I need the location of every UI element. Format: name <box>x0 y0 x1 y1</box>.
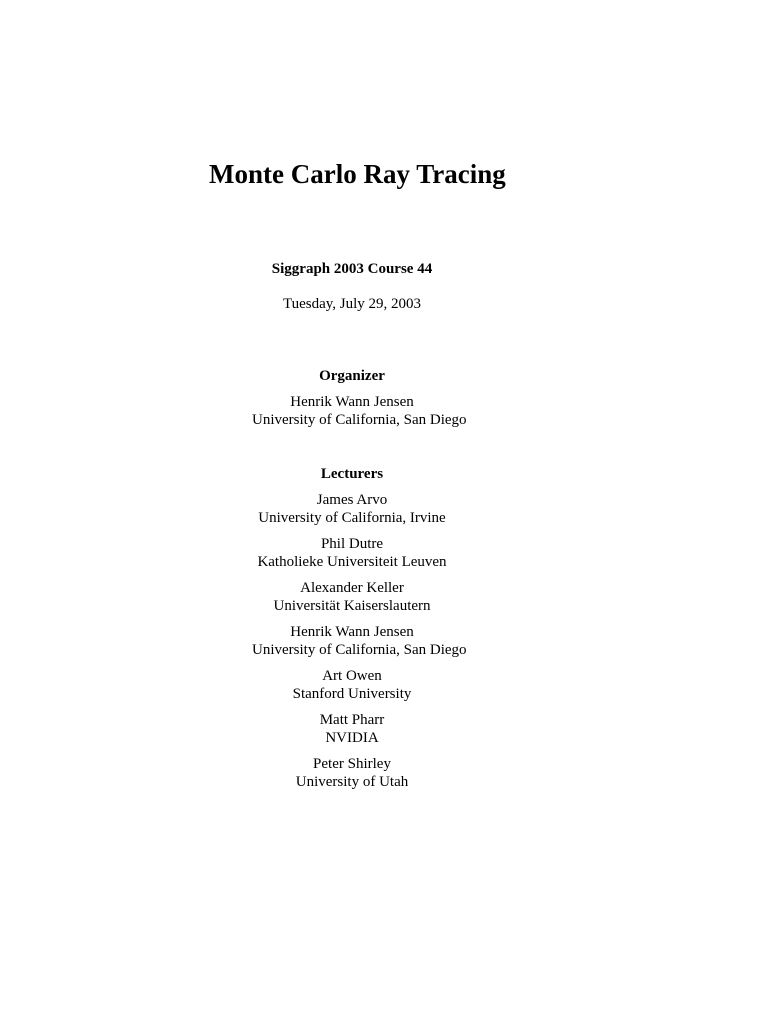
lecturer-affiliation: University of California, San Diego <box>252 642 467 658</box>
lecturer-entry <box>252 711 452 747</box>
lecturer-entry <box>252 579 452 615</box>
lecturer-name: Henrik Wann Jensen <box>290 624 414 640</box>
course-date: Tuesday, July 29, 2003 <box>282 296 422 312</box>
course-label: Siggraph 2003 Course 44 <box>271 261 433 277</box>
lecturer-name: Art Owen <box>322 668 382 684</box>
lecturer-affiliation: University of Utah <box>295 774 409 790</box>
lecturer-name: Matt Pharr <box>319 712 385 728</box>
lecturer-name: Phil Dutre <box>320 536 384 552</box>
lecturer-entry <box>252 623 467 659</box>
lecturer-entry <box>252 667 452 703</box>
lecturer-name: James Arvo <box>316 492 388 508</box>
lecturer-affiliation: Katholieke Universiteit Leuven <box>257 554 447 570</box>
lecturer-affiliation: NVIDIA <box>325 730 379 746</box>
organizer-affiliation: University of California, San Diego <box>252 412 467 428</box>
lecturers-heading: Lecturers <box>320 466 384 482</box>
lecturer-affiliation: University of California, Irvine <box>258 510 446 526</box>
lecturer-affiliation: Universität Kaiserslautern <box>273 598 431 614</box>
lecturer-affiliation: Stanford University <box>292 686 412 702</box>
lecturer-entry <box>252 755 452 791</box>
lecturer-name: Peter Shirley <box>313 756 391 772</box>
document-title: Monte Carlo Ray Tracing <box>209 159 506 189</box>
lecturer-name: Alexander Keller <box>300 580 404 596</box>
organizer-name: Henrik Wann Jensen <box>290 394 414 410</box>
lecturers-list <box>252 491 467 799</box>
organizer-heading: Organizer <box>319 368 385 384</box>
lecturer-entry <box>252 491 452 527</box>
lecturer-entry <box>252 535 452 571</box>
organizer-entry <box>252 393 467 429</box>
organizer-block <box>252 393 467 437</box>
